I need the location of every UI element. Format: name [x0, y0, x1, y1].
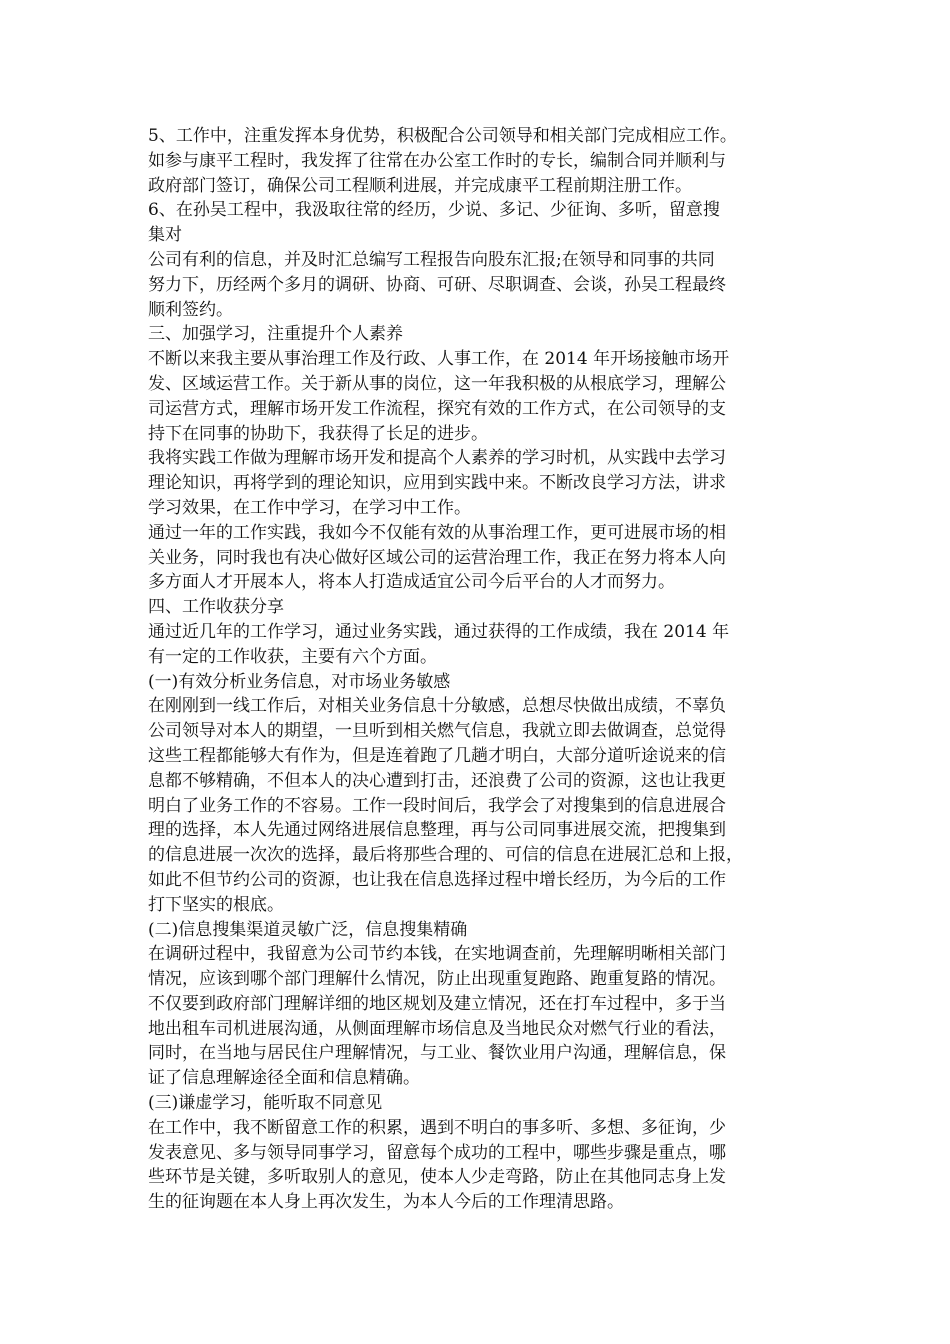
text-line: 发、区域运营工作。关于新从事的岗位，这一年我积极的从根底学习，理解公 — [148, 373, 726, 394]
text-line: 我将实践工作做为理解市场开发和提高个人素养的学习时机，从实践中去学习 — [148, 448, 726, 469]
text-line: 多方面人才开展本人，将本人打造成适宜公司今后平台的人才而努力。 — [148, 572, 675, 593]
text-line: 情况，应该到哪个部门理解什么情况，防止出现重复跑路、跑重复路的情况。 — [148, 969, 726, 990]
text-line: 如此不但节约公司的资源，也让我在信息选择过程中增长经历，为今后的工作 — [148, 869, 726, 890]
subsection-heading: (二)信息搜集渠道灵敏广泛，信息搜集精确 — [148, 919, 468, 940]
text-line: 理的选择，本人先通过网络进展信息整理，再与公司同事进展交流，把搜集到 — [148, 820, 726, 841]
text-line: 发表意见、多与领导同事学习，留意每个成功的工程中，哪些步骤是重点，哪 — [148, 1142, 726, 1163]
text-line: 努力下，历经两个多月的调研、协商、可研、尽职调查、会谈，孙吴工程最终 — [148, 274, 726, 295]
section-heading: 四、工作收获分享 — [148, 597, 284, 618]
text-line: 在调研过程中，我留意为公司节约本钱，在实地调查前，先理解明晰相关部门 — [148, 944, 726, 965]
text-line: 持下在同事的协助下，我获得了长足的进步。 — [148, 423, 488, 444]
text-line: 这些工程都能够大有作为，但是连着跑了几趟才明白，大部分道听途说来的信 — [148, 745, 726, 766]
text-line: 学习效果，在工作中学习，在学习中工作。 — [148, 497, 471, 518]
text-line: 不仅要到政府部门理解详细的地区规划及建立情况，还在打车过程中，多于当 — [148, 993, 726, 1014]
text-line: 理论知识，再将学到的理论知识，应用到实践中来。不断改良学习方法，讲求 — [148, 473, 726, 494]
text-line: 6、在孙吴工程中，我汲取往常的经历，少说、多记、少征询、多听，留意搜 — [148, 200, 720, 221]
text-line: 有一定的工作收获，主要有六个方面。 — [148, 646, 437, 667]
text-line: 司运营方式，理解市场开发工作流程，探究有效的工作方式，在公司领导的支 — [148, 398, 726, 419]
subsection-heading: (一)有效分析业务信息，对市场业务敏感 — [148, 671, 451, 692]
text-line: 公司有利的信息，并及时汇总编写工程报告向股东汇报;在领导和同事的共同 — [148, 249, 715, 270]
text-line: 同时，在当地与居民住户理解情况，与工业、餐饮业用户沟通，理解信息，保 — [148, 1043, 726, 1064]
text-line: 5、工作中，注重发挥本身优势，积极配合公司领导和相关部门完成相应工作。 — [148, 126, 737, 146]
text-line: 如参与康平工程时，我发挥了往常在办公室工作时的专长，编制合同并顺利与 — [148, 150, 726, 171]
text-line: 息都不够精确，不但本人的决心遭到打击，还浪费了公司的资源，这也让我更 — [148, 770, 726, 791]
text-line: 政府部门签订，确保公司工程顺利进展，并完成康平工程前期注册工作。 — [148, 175, 692, 196]
text-line: 证了信息理解途径全面和信息精确。 — [148, 1068, 420, 1089]
text-line: 在工作中，我不断留意工作的积累，遇到不明白的事多听、多想、多征询，少 — [148, 1117, 726, 1138]
subsection-heading: (三)谦虚学习，能听取不同意见 — [148, 1093, 383, 1114]
text-line: 公司领导对本人的期望，一旦听到相关燃气信息，我就立即去做调查，总觉得 — [148, 721, 726, 742]
text-line: 些环节是关键，多听取别人的意见，使本人少走弯路，防止在其他同志身上发 — [148, 1167, 726, 1188]
text-line: 在刚刚到一线工作后，对相关业务信息十分敏感，总想尽快做出成绩，不辜负 — [148, 696, 726, 717]
text-line: 生的征询题在本人身上再次发生，为本人今后的工作理清思路。 — [148, 1192, 624, 1213]
text-line: 通过近几年的工作学习，通过业务实践，通过获得的工作成绩，我在 2014 年 — [148, 621, 730, 642]
text-line: 打下坚实的根底。 — [148, 894, 284, 915]
text-line: 不断以来我主要从事治理工作及行政、人事工作，在 2014 年开场接触市场开 — [148, 349, 730, 370]
text-line: 顺利签约。 — [148, 299, 233, 320]
document-page — [148, 124, 808, 1215]
section-heading: 三、加强学习，注重提升个人素养 — [148, 324, 403, 345]
text-line: 的信息进展一次次的选择，最后将那些合理的、可信的信息在进展汇总和上报， — [148, 845, 743, 866]
text-line: 关业务，同时我也有决心做好区域公司的运营治理工作，我正在努力将本人向 — [148, 547, 726, 568]
text-line: 地出租车司机进展沟通，从侧面理解市场信息及当地民众对燃气行业的看法， — [148, 1018, 726, 1039]
text-line: 明白了业务工作的不容易。工作一段时间后，我学会了对搜集到的信息进展合 — [148, 795, 726, 816]
text-line: 集对 — [148, 225, 182, 246]
text-line: 通过一年的工作实践，我如今不仅能有效的从事治理工作，更可进展市场的相 — [148, 522, 726, 543]
